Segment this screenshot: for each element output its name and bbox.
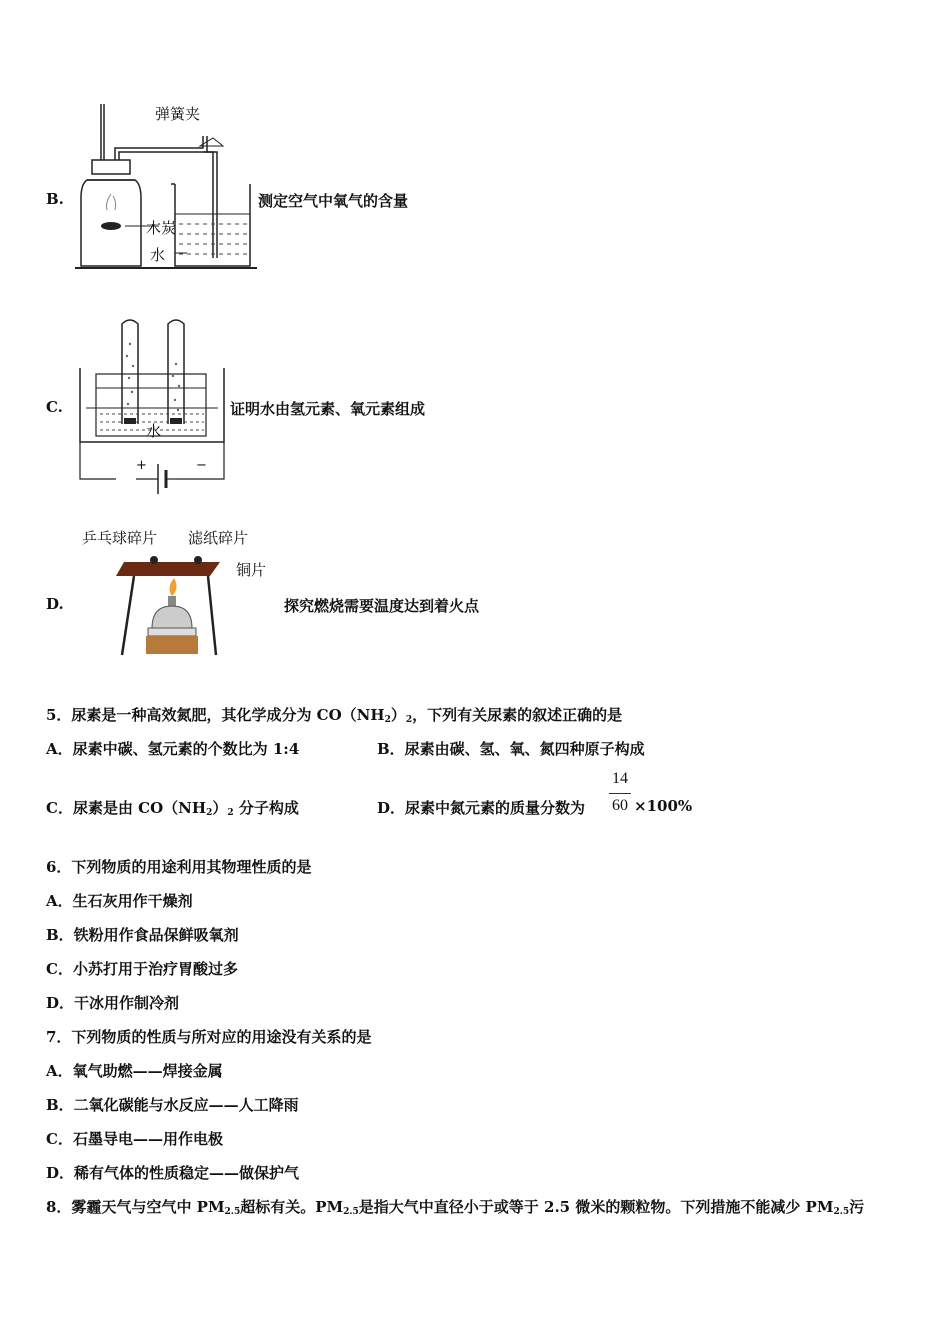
clamp-label: 弹簧夹 — [155, 105, 201, 123]
copper-label: 铜片 — [236, 561, 267, 579]
q6-stem: 6．下列物质的用途利用其物理性质的是 — [46, 858, 312, 876]
q5-option-a: A．尿素中碳、氢元素的个数比为 1:4 — [46, 740, 300, 758]
q7-option-a: A．氧气助燃——焊接金属 — [46, 1062, 223, 1080]
fraction-bar — [609, 793, 631, 794]
electrolysis-apparatus-figure — [76, 314, 231, 494]
fraction-denominator: 60 — [612, 797, 628, 814]
q7-option-c: C．石墨导电——用作电极 — [46, 1130, 223, 1148]
charcoal-label: 木炭 — [146, 219, 177, 237]
q6-option-c: C．小苏打用于治疗胃酸过多 — [46, 960, 238, 978]
q5-option-c: C．尿素是由 $CO(NH_2)_2$ 分子构成 — [46, 799, 299, 818]
option-d-text: 探究燃烧需要温度达到着火点 — [284, 597, 480, 615]
water-label-c: 水 — [146, 422, 162, 440]
pingpong-label: 乒乓球碎片 — [82, 529, 158, 547]
plus-terminal-label: + — [136, 458, 147, 473]
option-c-text: 证明水由氢元素、氧元素组成 — [230, 400, 426, 418]
q7-option-d: D．稀有气体的性质稳定——做保护气 — [46, 1164, 300, 1182]
option-b-letter: B. — [46, 190, 64, 208]
q5-option-d-tail: ×100% — [634, 797, 693, 815]
filter-paper-label: 滤纸碎片 — [188, 529, 249, 547]
q6-option-b: B．铁粉用作食品保鲜吸氧剂 — [46, 926, 239, 944]
fraction-numerator: 14 — [612, 770, 628, 787]
q7-stem: 7．下列物质的性质与所对应的用途没有关系的是 — [46, 1028, 372, 1046]
q6-option-d: D．干冰用作制冷剂 — [46, 994, 180, 1012]
q7-option-b: B．二氧化碳能与水反应——人工降雨 — [46, 1096, 299, 1114]
combustion-experiment-figure — [112, 540, 232, 660]
minus-terminal-label: − — [196, 458, 207, 473]
option-d-letter: D. — [46, 595, 64, 613]
water-label-b: 水 — [150, 246, 166, 264]
q5-option-b: B．尿素由碳、氢、氧、氮四种原子构成 — [377, 740, 645, 758]
q6-option-a: A．生石灰用作干燥剂 — [46, 892, 193, 910]
q5-option-d: D．尿素中氮元素的质量分数为 — [377, 799, 586, 817]
q5-stem: 5．尿素是一种高效氮肥，其化学成分为 $CO(NH_2)_2$，下列有关尿素的叙述正确的是 — [46, 706, 623, 725]
q8-stem: 8．雾霾天气与空气中 $PM_{2.5}$超标有关。$PM_{2.5}$是指大气中直径小于或等于 2.5 微米的颗粒物。下列措施不能减少 $PM_{2.5}$污 — [46, 1198, 865, 1217]
option-b-text: 测定空气中氧气的含量 — [258, 192, 409, 210]
option-c-letter: C. — [46, 398, 63, 416]
oxygen-content-apparatus-figure — [75, 98, 260, 273]
